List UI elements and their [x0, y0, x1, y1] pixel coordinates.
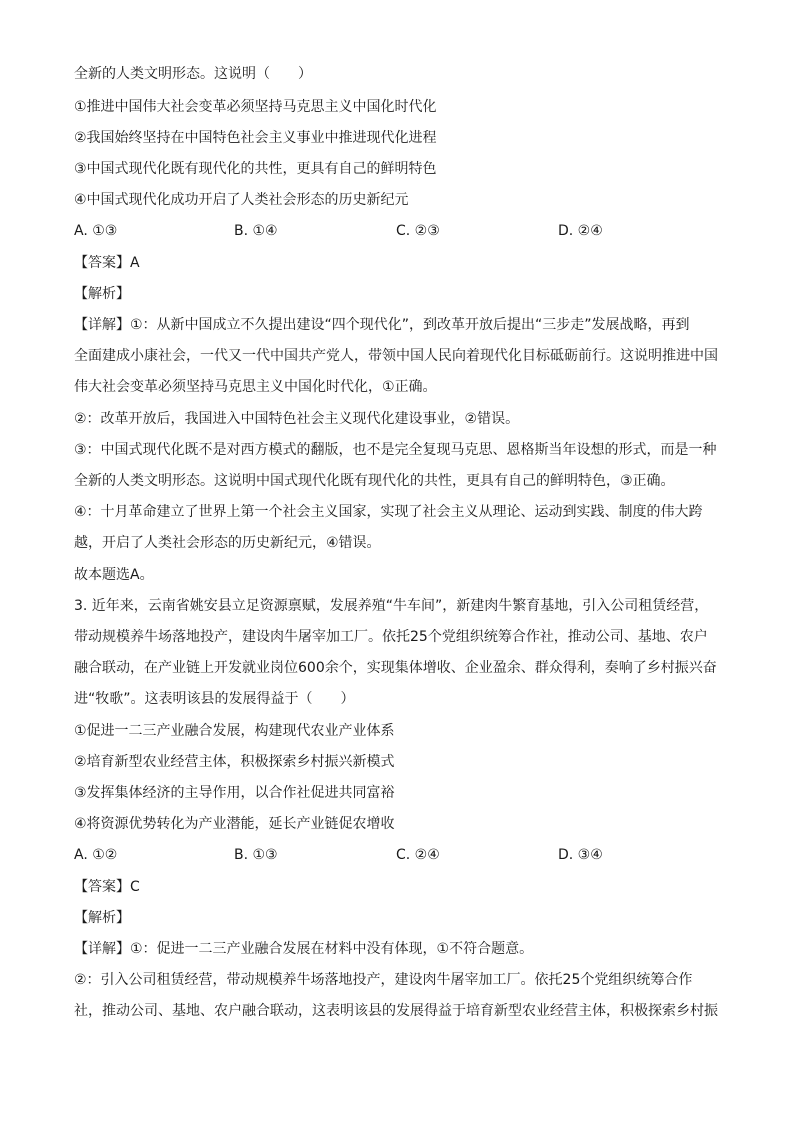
choice-b: B. ①④	[234, 223, 278, 239]
option-item: ④中国式现代化成功开启了人类社会形态的历史新纪元	[74, 192, 409, 208]
choice-c: C. ②③	[396, 223, 440, 239]
choice-a: A. ①②	[74, 847, 118, 863]
option-item: ④将资源优势转化为产业潜能，延长产业链促农增收	[74, 816, 395, 832]
question-stem: 进“牧歌”。这表明该县的发展得益于（ ）	[74, 691, 355, 707]
analysis-line: 【详解】①：从新中国成立不久提出建设“四个现代化”，到改革开放后提出“三步走”发展战略，再到	[74, 317, 690, 333]
analysis-label: 【解析】	[74, 910, 130, 926]
answer-label: 【答案】A	[74, 255, 140, 271]
question-stem: 3. 近年来，云南省姚安县立足资源禀赋，发展养殖“牛车间”，新建肉牛繁育基地，引入公司租赁经营，	[74, 598, 709, 614]
analysis-line: ②：引入公司租赁经营，带动规模养牛场落地投产，建设肉牛屠宰加工厂。依托25个党组织统筹合作	[74, 972, 693, 988]
analysis-line: ②：改革开放后，我国进入中国特色社会主义现代化建设事业，②错误。	[74, 411, 520, 427]
analysis-line: 越，开启了人类社会形态的历史新纪元，④错误。	[74, 535, 381, 551]
analysis-line: 社，推动公司、基地、农户融合联动，这表明该县的发展得益于培育新型农业经营主体，积极探索乡村振	[74, 1003, 718, 1019]
analysis-line: ③：中国式现代化既不是对西方模式的翻版，也不是完全复现马克思、恩格斯当年设想的形式，而是一种	[74, 442, 717, 458]
option-item: ②培育新型农业经营主体，积极探索乡村振兴新模式	[74, 754, 395, 770]
choice-d: D. ③④	[558, 847, 603, 863]
choice-c: C. ②④	[396, 847, 440, 863]
choice-d: D. ②④	[558, 223, 603, 239]
question-stem: 带动规模养牛场落地投产，建设肉牛屠宰加工厂。依托25个党组织统筹合作社，推动公司、基地、农户	[74, 629, 708, 645]
analysis-line: 伟大社会变革必须坚持马克思主义中国化时代化，①正确。	[74, 379, 437, 395]
analysis-line: 【详解】①：促进一二三产业融合发展在材料中没有体现，①不符合题意。	[74, 941, 534, 957]
analysis-line: 全面建成小康社会，一代又一代中国共产党人，带领中国人民向着现代化目标砥砺前行。这说明推进中国	[74, 348, 718, 364]
answer-label: 【答案】C	[74, 879, 140, 895]
analysis-line: ④：十月革命建立了世界上第一个社会主义国家，实现了社会主义从理论、运动到实践、制度的伟大跨	[74, 504, 703, 520]
option-item: ②我国始终坚持在中国特色社会主义事业中推进现代化进程	[74, 130, 437, 146]
option-item: ③发挥集体经济的主导作用，以合作社促进共同富裕	[74, 785, 395, 801]
question-stem-end: 全新的人类文明形态。这说明（ ）	[74, 66, 312, 82]
analysis-conclusion: 故本题选A。	[74, 567, 154, 583]
option-item: ①促进一二三产业融合发展，构建现代农业产业体系	[74, 723, 395, 739]
analysis-line: 全新的人类文明形态。这说明中国式现代化既有现代化的共性，更具有自己的鲜明特色，③正确。	[74, 473, 675, 489]
option-item: ③中国式现代化既有现代化的共性，更具有自己的鲜明特色	[74, 161, 437, 177]
analysis-label: 【解析】	[74, 286, 130, 302]
option-item: ①推进中国伟大社会变革必须坚持马克思主义中国化时代化	[74, 99, 437, 115]
question-stem: 融合联动，在产业链上开发就业岗位600余个，实现集体增收、企业盈余、群众得利，奏响了乡村振兴奋	[74, 660, 717, 676]
choice-a: A. ①③	[74, 223, 118, 239]
choice-b: B. ①③	[234, 847, 278, 863]
